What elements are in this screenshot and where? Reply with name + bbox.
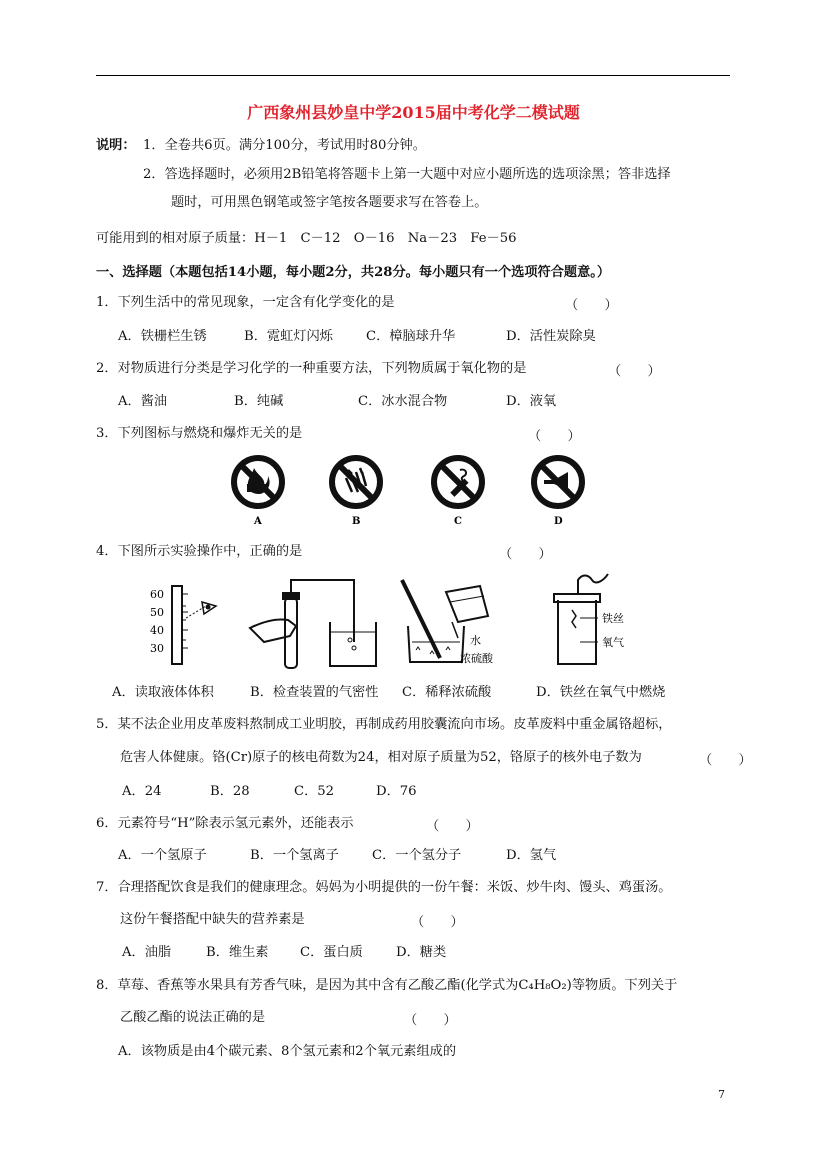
q1-option-c: C．樟脑球升华 (366, 329, 456, 344)
q4-option-d: D．铁丝在氧气中燃烧 (536, 685, 666, 700)
q2-answer-paren: （ ） (608, 364, 661, 379)
q3-signs-figure (228, 452, 588, 530)
label-oxygen: 氧气 (602, 636, 624, 649)
q4-option-a: A．读取液体体积 (112, 685, 214, 700)
atomic-masses: 可能用到的相对原子质量：H－1 C－12 O－16 Na－23 Fe－56 (96, 231, 517, 246)
notes-line-2a: 2．答选择题时，必须用2B铅笔将答题卡上第一大题中对应小题所选的选项涂黑；答非选择 (143, 167, 671, 182)
sign-d-no-horn-icon (534, 458, 582, 506)
q6-option-d: D．氢气 (506, 848, 557, 863)
q4-option-b: B．检查装置的气密性 (250, 685, 379, 700)
label-concentrated-acid: 浓硫酸 (460, 652, 493, 665)
q5-option-a: A．24 (122, 784, 162, 799)
q4-option-c: C．稀释浓硫酸 (402, 685, 492, 700)
q7-answer-paren: （ ） (411, 915, 464, 930)
q6-option-a: A．一个氢原子 (118, 848, 207, 863)
sign-c-no-smoking-icon (434, 458, 482, 506)
sign-a-no-flammables-icon (234, 458, 282, 506)
q7-stem-1: 7．合理搭配饮食是我们的健康理念。妈妈为小明提供的一份午餐：米饭、炒牛肉、馒头、鸡蛋汤。 (96, 880, 672, 895)
sign-label-a: A (254, 516, 262, 527)
q7-option-d: D．糖类 (396, 945, 447, 960)
page-title: 广西象州县妙皇中学2015届中考化学二模试题 (247, 103, 580, 122)
q1-option-d: D．活性炭除臭 (506, 329, 596, 344)
header-rule (96, 75, 730, 76)
q7-stem-2: 这份午餐搭配中缺失的营养素是 (120, 912, 305, 927)
q8-answer-paren: （ ） (404, 1013, 457, 1028)
q7-option-b: B．维生素 (206, 945, 269, 960)
label-water: 水 (470, 634, 481, 647)
page-number: 7 (718, 1088, 725, 1101)
q6-option-c: C．一个氢分子 (372, 848, 462, 863)
q5-stem-2: 危害人体健康。铬(Cr)原子的核电荷数为24，相对原子质量为52，铬原子的核外电子数为 (120, 750, 642, 765)
sign-label-d: D (554, 516, 563, 527)
cylinder-tick-40: 40 (150, 624, 164, 637)
sign-label-c: C (454, 516, 462, 527)
dilution-figure (402, 580, 494, 665)
sign-b-no-fireworks-icon (332, 458, 380, 506)
q5-option-d: D．76 (376, 784, 417, 799)
q1-option-a: A．铁栅栏生锈 (118, 329, 207, 344)
q6-answer-paren: （ ） (426, 819, 479, 834)
cylinder-tick-50: 50 (150, 606, 164, 619)
notes-label: 说明： (96, 138, 136, 153)
airtightness-apparatus-figure (250, 580, 376, 668)
q4-stem: 4．下图所示实验操作中，正确的是 (96, 544, 303, 559)
q1-option-b: B．霓虹灯闪烁 (244, 329, 333, 344)
q8-stem-1: 8．草莓、香蕉等水果具有芳香气味，是因为其中含有乙酸乙酯(化学式为C₄H₈O₂)等物质。下列关于 (96, 978, 678, 993)
graduated-cylinder-figure (150, 586, 216, 664)
q8-stem-2: 乙酸乙酯的说法正确的是 (120, 1010, 266, 1025)
label-iron-wire: 铁丝 (602, 612, 624, 625)
q1-answer-paren: （ ） (565, 298, 618, 313)
notes-line-2b: 题时，可用黑色钢笔或签字笔按各题要求写在答卷上。 (171, 195, 488, 210)
q5-option-c: C．52 (294, 784, 335, 799)
section-heading: 一、选择题（本题包括14小题，每小题2分，共28分。每小题只有一个选项符合题意。） (96, 265, 611, 280)
notes-line-1: 1．全卷共6页。满分100分，考试用时80分钟。 (143, 138, 426, 153)
q1-stem: 1．下列生活中的常见现象，一定含有化学变化的是 (96, 295, 395, 310)
q2-option-d: D．液氧 (506, 394, 557, 409)
hand-icon (250, 619, 296, 642)
iron-wire-bottle-figure (554, 574, 624, 664)
q2-stem: 2．对物质进行分类是学习化学的一种重要方法，下列物质属于氧化物的是 (96, 361, 527, 376)
q7-option-a: A．油脂 (122, 945, 172, 960)
q3-stem: 3．下列图标与燃烧和爆炸无关的是 (96, 426, 303, 441)
q5-stem-1: 5．某不法企业用皮革废料熬制成工业明胶，再制成药用胶囊流向市场。皮革废料中重金属铬超标， (96, 717, 672, 732)
q6-stem: 6．元素符号“H”除表示氢元素外，还能表示 (96, 816, 354, 831)
cylinder-tick-60: 60 (150, 588, 164, 601)
sign-label-b: B (352, 516, 361, 527)
cylinder-tick-30: 30 (150, 642, 164, 655)
q4-answer-paren: （ ） (499, 547, 552, 562)
q4-lab-figure (140, 570, 640, 678)
q8-option-a: A．该物质是由4个碳元素、8个氢元素和2个氧元素组成的 (118, 1044, 457, 1059)
q2-option-b: B．纯碱 (234, 394, 284, 409)
q5-option-b: B．28 (210, 784, 250, 799)
q5-answer-paren: （ ） (699, 753, 752, 768)
q3-answer-paren: （ ） (528, 429, 581, 444)
q6-option-b: B．一个氢离子 (250, 848, 339, 863)
q7-option-c: C．蛋白质 (300, 945, 363, 960)
q2-option-c: C．冰水混合物 (358, 394, 448, 409)
q2-option-a: A．酱油 (118, 394, 168, 409)
